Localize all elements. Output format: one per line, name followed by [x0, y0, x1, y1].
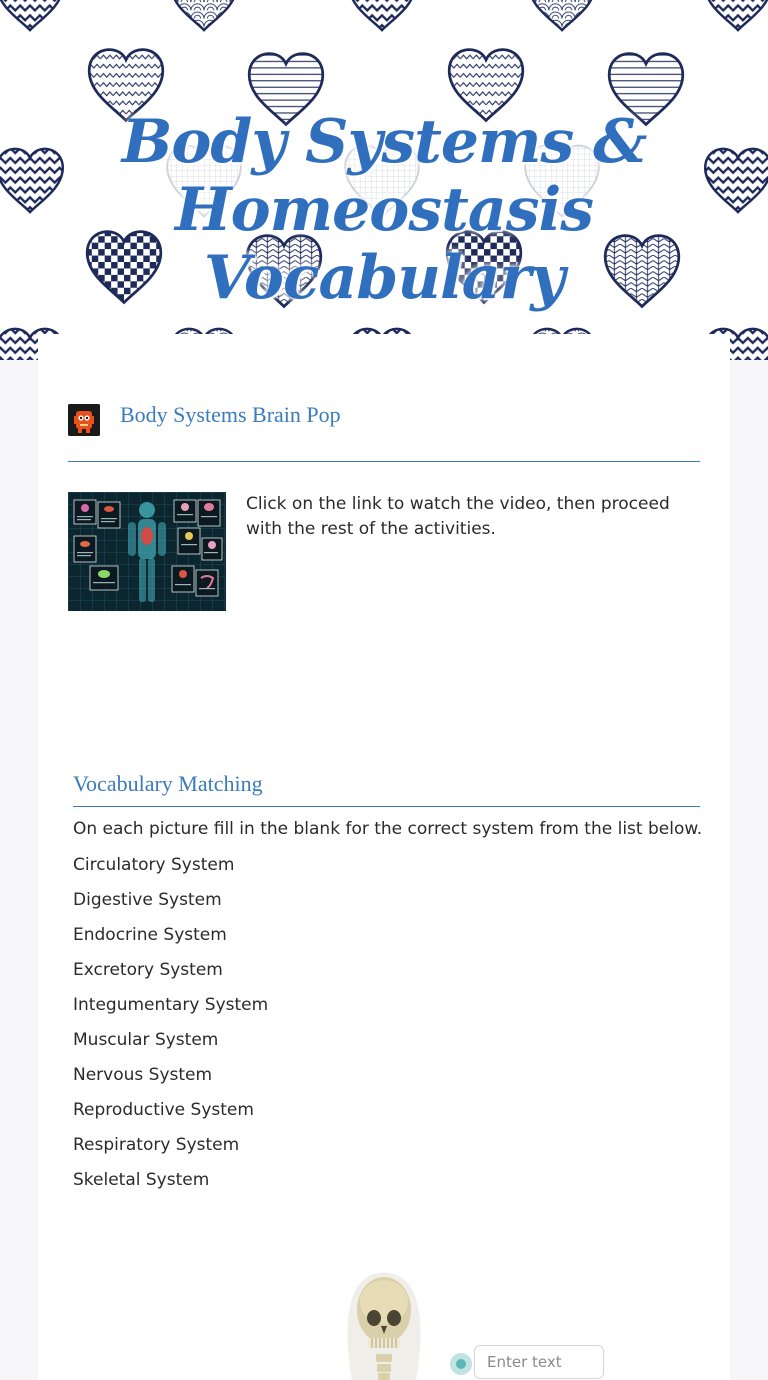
section-divider	[73, 806, 700, 807]
list-item: Digestive System	[73, 890, 222, 910]
list-item: Endocrine System	[73, 925, 227, 945]
list-item: Skeletal System	[73, 1170, 210, 1190]
matching-instructions: On each picture fill in the blank for the correct system from the list below.	[73, 819, 703, 839]
page-title-line1: Body Systems &	[121, 107, 647, 177]
brainpop-link[interactable]: Body Systems Brain Pop	[120, 402, 341, 427]
skeletal-answer-input[interactable]	[474, 1345, 604, 1379]
list-item: Nervous System	[73, 1065, 213, 1085]
worksheet-card	[38, 334, 730, 1380]
page-title	[0, 108, 768, 312]
body-systems-video-thumbnail[interactable]	[68, 492, 226, 611]
list-item: Reproductive System	[73, 1100, 254, 1120]
answer-marker-icon	[450, 1353, 472, 1375]
video-instructions: Click on the link to watch the video, then proceed with the rest of the activities.	[246, 494, 670, 539]
list-item: Respiratory System	[73, 1135, 240, 1155]
skeletal-system-picture	[338, 1268, 430, 1380]
header-banner	[0, 0, 768, 360]
list-item: Circulatory System	[73, 855, 235, 875]
vocabulary-matching-heading: Vocabulary Matching	[73, 771, 263, 796]
list-item: Excretory System	[73, 960, 223, 980]
brainpop-robot-icon[interactable]	[68, 404, 100, 436]
page-title-line2: Homeostasis Vocabulary	[174, 175, 594, 313]
list-item: Muscular System	[73, 1030, 219, 1050]
body-systems-word-list	[73, 853, 268, 1203]
heading-divider	[68, 461, 700, 462]
list-item: Integumentary System	[73, 995, 269, 1015]
